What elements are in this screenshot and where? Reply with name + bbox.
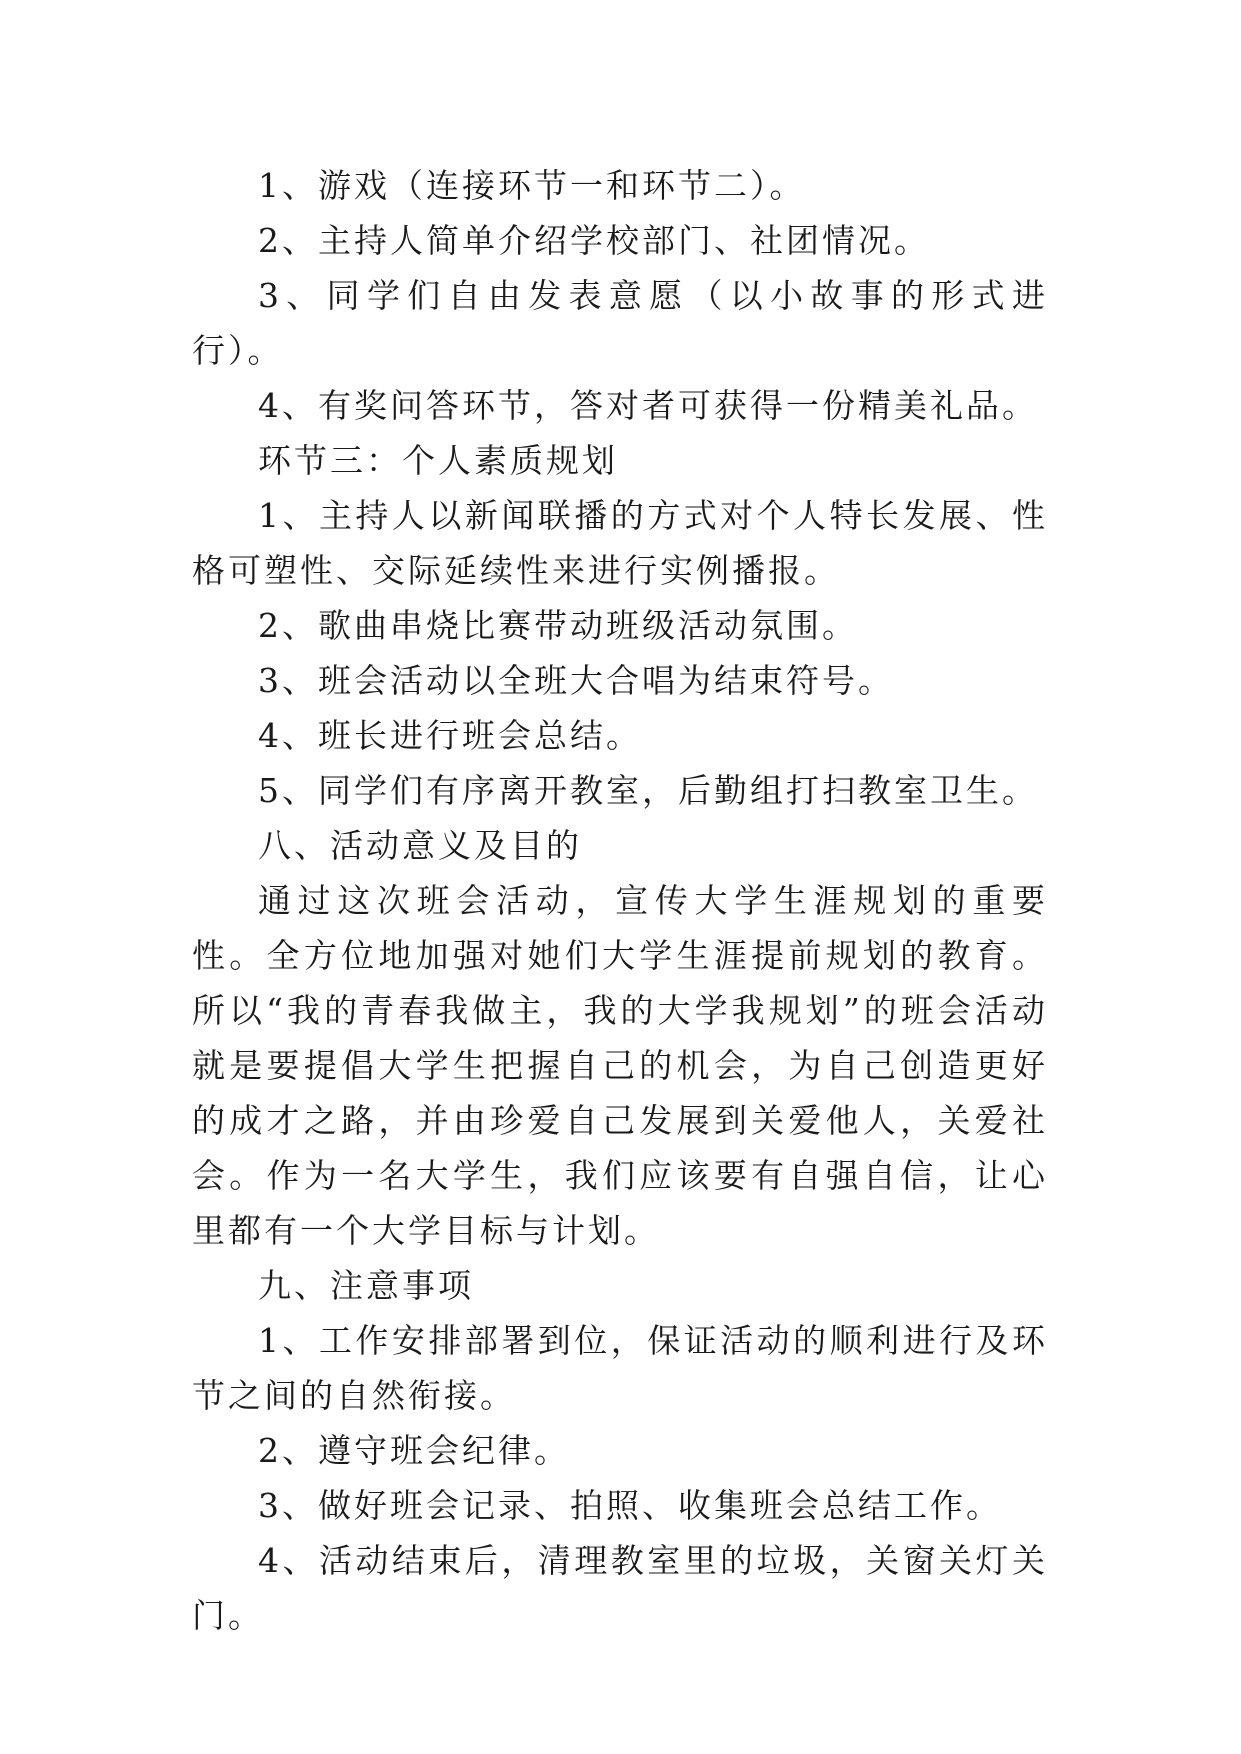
paragraph-arrangement: 1、工作安排部署到位，保证活动的顺利进行及环节之间的自然衔接。: [192, 1321, 1048, 1415]
paragraph-news-broadcast: 1、主持人以新闻联播的方式对个人特长发展、性格可塑性、交际延续性来进行实例播报。: [192, 496, 1048, 590]
paragraph-song-medley: 2、歌曲串烧比赛带动班级活动氛围。: [258, 606, 858, 645]
paragraph-records: 3、做好班会记录、拍照、收集班会总结工作。: [258, 1486, 1002, 1525]
paragraph-host-intro: 2、主持人简单介绍学校部门、社团情况。: [258, 221, 930, 260]
section-heading-notes: 九、注意事项: [258, 1266, 474, 1305]
paragraph-cleanup: 4、活动结束后，清理教室里的垃圾，关窗关灯关门。: [192, 1541, 1048, 1635]
paragraph-game: 1、游戏（连接环节一和环节二）。: [258, 166, 806, 205]
paragraph-free-expression: 3、同学们自由发表意愿（以小故事的形式进行）。: [192, 276, 1048, 370]
paragraph-leave-classroom: 5、同学们有序离开教室，后勤组打扫教室卫生。: [258, 771, 1038, 810]
paragraph-chorus: 3、班会活动以全班大合唱为结束符号。: [258, 661, 894, 700]
document-body: [192, 158, 1048, 1643]
paragraph-discipline: 2、遵守班会纪律。: [258, 1431, 570, 1470]
paragraph-quiz: 4、有奖问答环节，答对者可获得一份精美礼品。: [258, 386, 1038, 425]
paragraph-monitor-summary: 4、班长进行班会总结。: [258, 716, 642, 755]
section-heading-significance: 八、活动意义及目的: [258, 826, 582, 865]
paragraph-significance: 通过这次班会活动，宣传大学生涯规划的重要性。全方位地加强对她们大学生涯提前规划的教育。所以“我的青春我做主，我的大学我规划”的班会活动就是要提倡大学生把握自己的机会，为自己创造更好的成才之路，并由珍爱自己发展到关爱他人，关爱社会。作为一名大学生，我们应该要有自强自信，让心里都有一个大学目标与计划。: [192, 881, 1048, 1250]
section-heading-part-three: 环节三：个人素质规划: [258, 441, 618, 480]
